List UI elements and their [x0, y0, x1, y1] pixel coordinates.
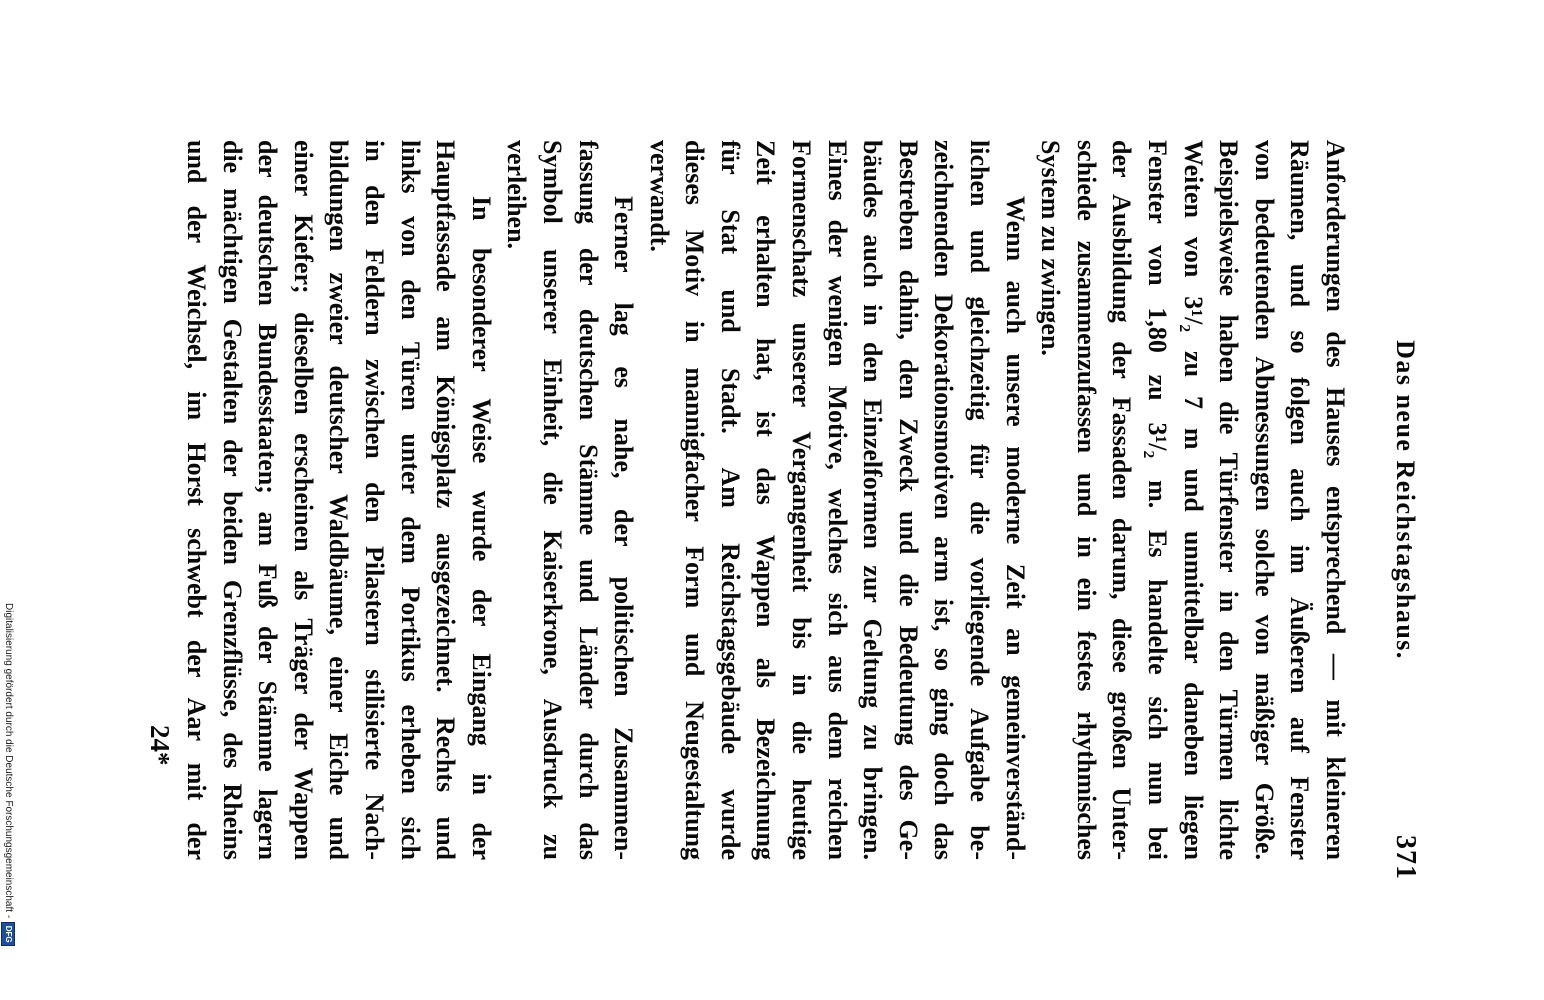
text-line: bildungen zweier deutscher Waldbäume, einer Eiche und	[324, 140, 354, 860]
paragraph	[1033, 140, 1353, 860]
page-number: 371	[1390, 835, 1421, 880]
text-line: Ferner lag es nahe, der politischen Zusammen-	[609, 196, 639, 860]
text-line: für Stat und Stadt. Am Reichstagsgebäude wurde	[715, 140, 745, 860]
text-line: Wenn auch unsere moderne Zeit an gemeinverständ-	[1000, 196, 1030, 860]
text-line: zeichnenden Dekorationsmotiven arm ist, so ging doch das	[929, 140, 959, 860]
text-line: Weiten von 3¹/₂ zu 7 m und unmittelbar daneben liegen	[1178, 140, 1208, 860]
digitization-credit-text: Digitalisierung gefördert durch die Deutsche Forschungsgemeinschaft -	[3, 603, 14, 919]
running-header	[1387, 140, 1423, 880]
text-line: Räumen, und so folgen auch im Äußeren auf Fenster	[1285, 140, 1315, 860]
text-line: lichen und gleichzeitig für die vorliegende Aufgabe be-	[965, 140, 995, 860]
text-line: links von den Türen unter dem Portikus erheben sich	[395, 140, 425, 860]
text-line: der Ausbildung der Fassaden darum, diese großen Unter-	[1107, 140, 1137, 860]
signature-mark: 24*	[145, 725, 175, 766]
text-line: Anforderungen des Hauses entsprechend — mit kleineren	[1321, 140, 1350, 860]
text-line: verwandt.	[644, 140, 674, 252]
text-line: und der Weichsel, im Horst schwebt der Aar mit der	[182, 140, 211, 860]
text-line: der deutschen Bundesstaaten; am Fuß der Stämme lagern	[253, 140, 283, 860]
text-line: fassung der deutschen Stämme und Länder durch das	[573, 140, 603, 860]
text-line: Beispielsweise haben die Türfenster in den Türmen lichte	[1214, 140, 1244, 860]
digitization-credit	[0, 603, 16, 946]
text-line: Bestreben dahin, den Zweck und die Bedeutung des Ge-	[893, 140, 923, 860]
text-line: dieses Motiv in mannigfacher Form und Neugestaltung	[680, 140, 710, 860]
text-line: Zeit erhalten hat, ist das Wappen als Bezeichnung	[751, 140, 781, 860]
text-line: System zu zwingen.	[1036, 140, 1066, 356]
paragraph	[178, 140, 498, 860]
text-line: bäudes auch in den Einzelformen zur Geltung zu bringen.	[858, 140, 888, 860]
dfg-logo: DFG	[1, 922, 15, 946]
text-line: verleihen.	[502, 140, 532, 250]
running-title: Das neue Reichstagshaus.	[1391, 340, 1420, 660]
body-text	[178, 140, 1353, 860]
text-line: Hauptfassade am Königsplatz ausgezeichnet. Rechts und	[431, 140, 461, 860]
text-line: in den Feldern zwischen den Pilastern stilisierte Nach-	[359, 140, 389, 860]
text-line: Formenschatz unserer Vergangenheit bis in die heutige	[787, 140, 817, 860]
text-line: schiede zusammenzufassen und in ein festes rhythmisches	[1071, 140, 1101, 860]
paragraph	[641, 140, 1033, 860]
text-line: In besonderer Weise wurde der Eingang in der	[466, 196, 496, 860]
paragraph	[499, 140, 641, 860]
text-line: von bedeutenden Abmessungen solche von mäßiger Größe.	[1249, 140, 1279, 860]
text-line: die mächtigen Gestalten der beiden Grenzflüsse, des Rheins	[217, 140, 247, 860]
text-line: Fenster von 1,80 zu 3¹/₂ m. Es handelte sich nun bei	[1143, 140, 1173, 860]
text-line: Eines der wenigen Motive, welches sich aus dem reichen	[822, 140, 852, 860]
text-line: Symbol unserer Einheit, die Kaiserkrone, Ausdruck zu	[537, 140, 567, 860]
text-line: einer Kiefer; dieselben erscheinen als Träger der Wappen	[288, 140, 318, 860]
